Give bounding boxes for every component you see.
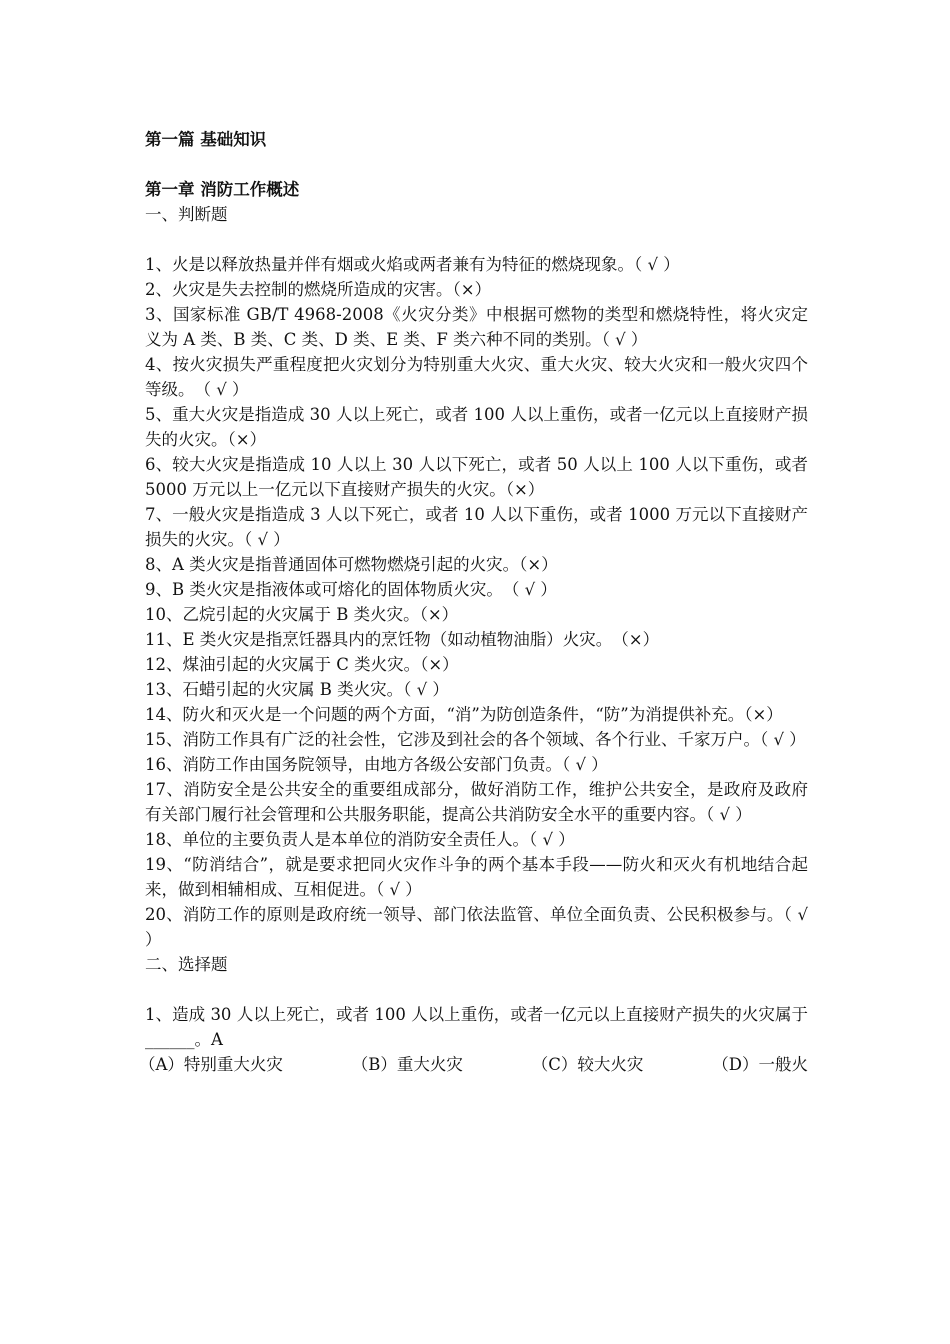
answer-options (139, 1052, 808, 1077)
true-false-question-list (145, 252, 808, 952)
question-item: 11、E 类火灾是指烹饪器具内的烹饪物（如动植物油脂）火灾。 （×） (145, 630, 660, 649)
question-item: 9、B 类火灾是指液体或可熔化的固体物质火灾。 （ √ ） (145, 580, 557, 599)
question-item: 10、乙烷引起的火灾属于 B 类火灾。（×） (145, 605, 459, 624)
question-item: 16、消防工作由国务院领导，由地方各级公安部门负责。（ √ ） (145, 755, 608, 774)
question-item: 15、消防工作具有广泛的社会性，它涉及到社会的各个领域、各个行业、千家万户。（ √ ） (145, 730, 806, 749)
option-a: （A）特别重大火灾 (139, 1055, 283, 1074)
question-item: 17、消防安全是公共安全的重要组成部分，做好消防工作，维护公共安全，是政府及政府有关部门履行社会管理和公共服务职能，提高公共消防安全水平的重要内容。（ √ ） (145, 780, 808, 824)
question-item: 3、国家标准 GB/T 4968-2008《火灾分类》中根据可燃物的类型和燃烧特性，将火灾定义为 A 类、B 类、C 类、D 类、E 类、F 类六种不同的类别。（ √ ） (145, 305, 808, 349)
option-d: （D）一般火 (712, 1055, 808, 1074)
question-item: 12、煤油引起的火灾属于 C 类火灾。（×） (145, 655, 459, 674)
part-title: 第一篇 基础知识 (145, 130, 267, 149)
question-item: 1、火是以释放热量并伴有烟或火焰或两者兼有为特征的燃烧现象。（ √ ） (145, 255, 680, 274)
question-item: 7、一般火灾是指造成 3 人以下死亡，或者 10 人以下重伤，或者 1000 万元以下直接财产损失的火灾。（ √ ） (145, 505, 808, 549)
section-title-multiple-choice: 二、选择题 (145, 955, 228, 974)
section-title-true-false: 一、判断题 (145, 205, 228, 224)
document-content (139, 124, 808, 1077)
option-c: （C）较大火灾 (531, 1055, 644, 1074)
chapter-title: 第一章 消防工作概述 (145, 180, 300, 199)
question-item: 5、重大火灾是指造成 30 人以上死亡，或者 100 人以上重伤，或者一亿元以上直接财产损失的火灾。（×） (145, 405, 808, 449)
multiple-choice-question (139, 1002, 808, 1077)
question-item: 18、单位的主要负责人是本单位的消防安全责任人。（ √ ） (145, 830, 575, 849)
option-b: （B）重大火灾 (351, 1055, 463, 1074)
question-item: 2、火灾是失去控制的燃烧所造成的灾害。（×） (145, 280, 492, 299)
question-item: 8、A 类火灾是指普通固体可燃物燃烧引起的火灾。（×） (145, 555, 558, 574)
question-item: 6、较大火灾是指造成 10 人以上 30 人以下死亡，或者 50 人以上 100 人以下重伤，或者 5000 万元以上一亿元以下直接财产损失的火灾。（×） (145, 455, 808, 499)
question-item: 20、消防工作的原则是政府统一领导、部门依法监管、单位全面负责、公民积极参与。（ √ ） (145, 905, 808, 949)
question-item: 19、“防消结合”，就是要求把同火灾作斗争的两个基本手段——防火和灭火有机地结合起来，做到相辅相成、互相促进。（ √ ） (145, 855, 808, 899)
question-item: 14、防火和灭火是一个问题的两个方面，“消”为防创造条件，“防”为消提供补充。（×） (145, 705, 783, 724)
question-stem: 1、造成 30 人以上死亡，或者 100 人以上重伤，或者一亿元以上直接财产损失的火灾属于______。A (145, 1005, 808, 1049)
question-item: 4、按火灾损失严重程度把火灾划分为特别重大火灾、重大火灾、较大火灾和一般火灾四个等级。 （ √ ） (145, 355, 808, 399)
question-item: 13、石蜡引起的火灾属 B 类火灾。（ √ ） (145, 680, 449, 699)
